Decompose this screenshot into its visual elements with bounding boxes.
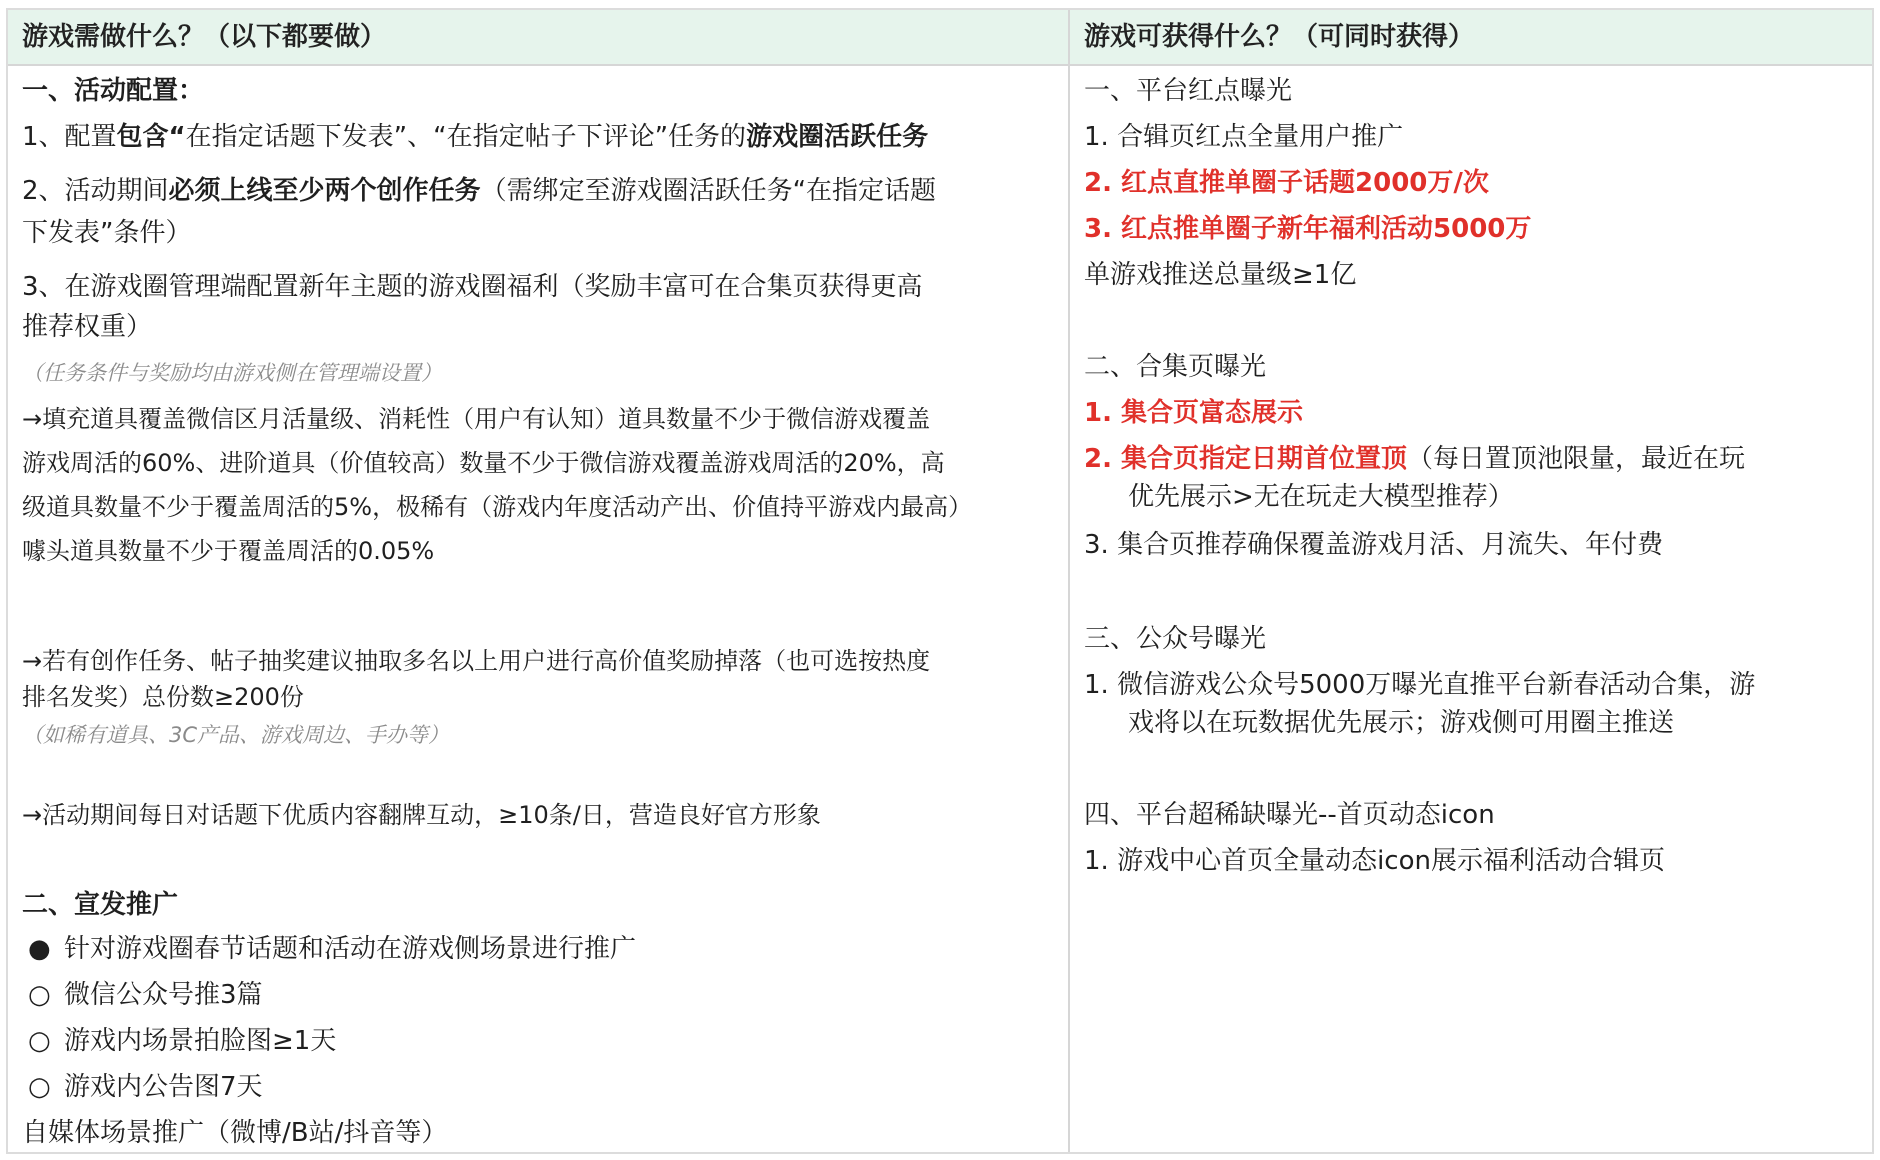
- item-3: 3、在游戏圈管理端配置新年主题的游戏圈福利（奖励丰富可在合集页获得更高: [22, 272, 923, 302]
- column-divider: [1068, 10, 1070, 1152]
- r2-item-2-cont: 优先展示>无在玩走大模型推荐）: [1128, 482, 1514, 512]
- r4-title: 四、平台超稀缺曝光--首页动态icon: [1084, 800, 1495, 830]
- r4-item-1: 1. 游戏中心首页全量动态icon展示福利活动合辑页: [1084, 846, 1665, 876]
- item-1: 1、配置包含“在指定话题下发表”、“在指定帖子下评论”任务的游戏圈活跃任务: [22, 122, 929, 152]
- r2-item-3: 3. 集合页推荐确保覆盖游戏月活、月流失、年付费: [1084, 530, 1664, 560]
- bullet-main: ● 针对游戏圈春节话题和活动在游戏侧场景进行推广: [22, 930, 636, 968]
- r2-item-1: 1. 集合页富态展示: [1084, 398, 1304, 428]
- arrow-2-line-1: →若有创作任务、帖子抽奖建议抽取多名以上用户进行高价值奖励掉落（也可选按热度: [22, 647, 931, 675]
- r3-item-1-line-2: 戏将以在玩数据优先展示；游戏侧可用圈主推送: [1128, 708, 1675, 738]
- note-2: （如稀有道具、3C产品、游戏周边、手办等）: [22, 723, 450, 747]
- sub-bullet-3: ○ 游戏内公告图7天: [22, 1068, 263, 1106]
- sub-bullet-2: ○ 游戏内场景拍脸图≥1天: [22, 1022, 336, 1060]
- sub-bullet-1: ○ 微信公众号推3篇: [22, 976, 263, 1014]
- arrow-1-line-2: 游戏周活的60%、进阶道具（价值较高）数量不少于微信游戏覆盖游戏周活的20%，高: [22, 449, 945, 477]
- r2-item-2: 2. 集合页指定日期首位置顶（每日置顶池限量，最近在玩: [1084, 444, 1746, 474]
- bullet-dot: ●: [28, 934, 51, 964]
- sub-bullet-dot: ○: [28, 1026, 51, 1056]
- r1-footer: 单游戏推送总量级≥1亿: [1084, 260, 1357, 290]
- header-left: 游戏需做什么？（以下都要做）: [22, 22, 387, 52]
- r1-item-1: 1. 合辑页红点全量用户推广: [1084, 122, 1404, 152]
- content-table: [6, 8, 1874, 1154]
- item-2-cont: 下发表”条件）: [22, 218, 192, 248]
- r1-title: 一、平台红点曝光: [1084, 76, 1293, 106]
- table-header: [8, 10, 1872, 66]
- sub-bullet-dot: ○: [28, 980, 51, 1010]
- header-right: 游戏可获得什么？（可同时获得）: [1084, 22, 1475, 52]
- section-1-title: 一、活动配置：: [22, 76, 205, 106]
- arrow-2-line-2: 排名发奖）总份数≥200份: [22, 683, 304, 711]
- arrow-1-line-4: 噱头道具数量不少于覆盖周活的0.05%: [22, 537, 435, 565]
- arrow-3: →活动期间每日对话题下优质内容翻牌互动，≥10条/日，营造良好官方形象: [22, 801, 821, 829]
- arrow-1-line-1: →填充道具覆盖微信区月活量级、消耗性（用户有认知）道具数量不少于微信游戏覆盖: [22, 405, 931, 433]
- r2-title: 二、合集页曝光: [1084, 352, 1267, 382]
- note-1: （任务条件与奖励均由游戏侧在管理端设置）: [22, 361, 442, 385]
- arrow-1-line-3: 级道具数量不少于覆盖周活的5%，极稀有（游戏内年度活动产出、价值持平游戏内最高）: [22, 493, 973, 521]
- r3-item-1-line-1: 1. 微信游戏公众号5000万曝光直推平台新春活动合集，游: [1084, 670, 1756, 700]
- r1-item-2: 2. 红点直推单圈子话题2000万/次: [1084, 168, 1489, 198]
- item-3-cont: 推荐权重）: [22, 312, 153, 342]
- sub-bullet-dot: ○: [28, 1072, 51, 1102]
- section-2-title: 二、宣发推广: [22, 890, 179, 920]
- r3-title: 三、公众号曝光: [1084, 624, 1267, 654]
- last-item: 自媒体场景推广（微博/B站/抖音等）: [22, 1118, 448, 1148]
- item-2: 2、活动期间必须上线至少两个创作任务（需绑定至游戏圈活跃任务“在指定话题: [22, 176, 937, 206]
- r1-item-3: 3. 红点推单圈子新年福利活动5000万: [1084, 214, 1532, 244]
